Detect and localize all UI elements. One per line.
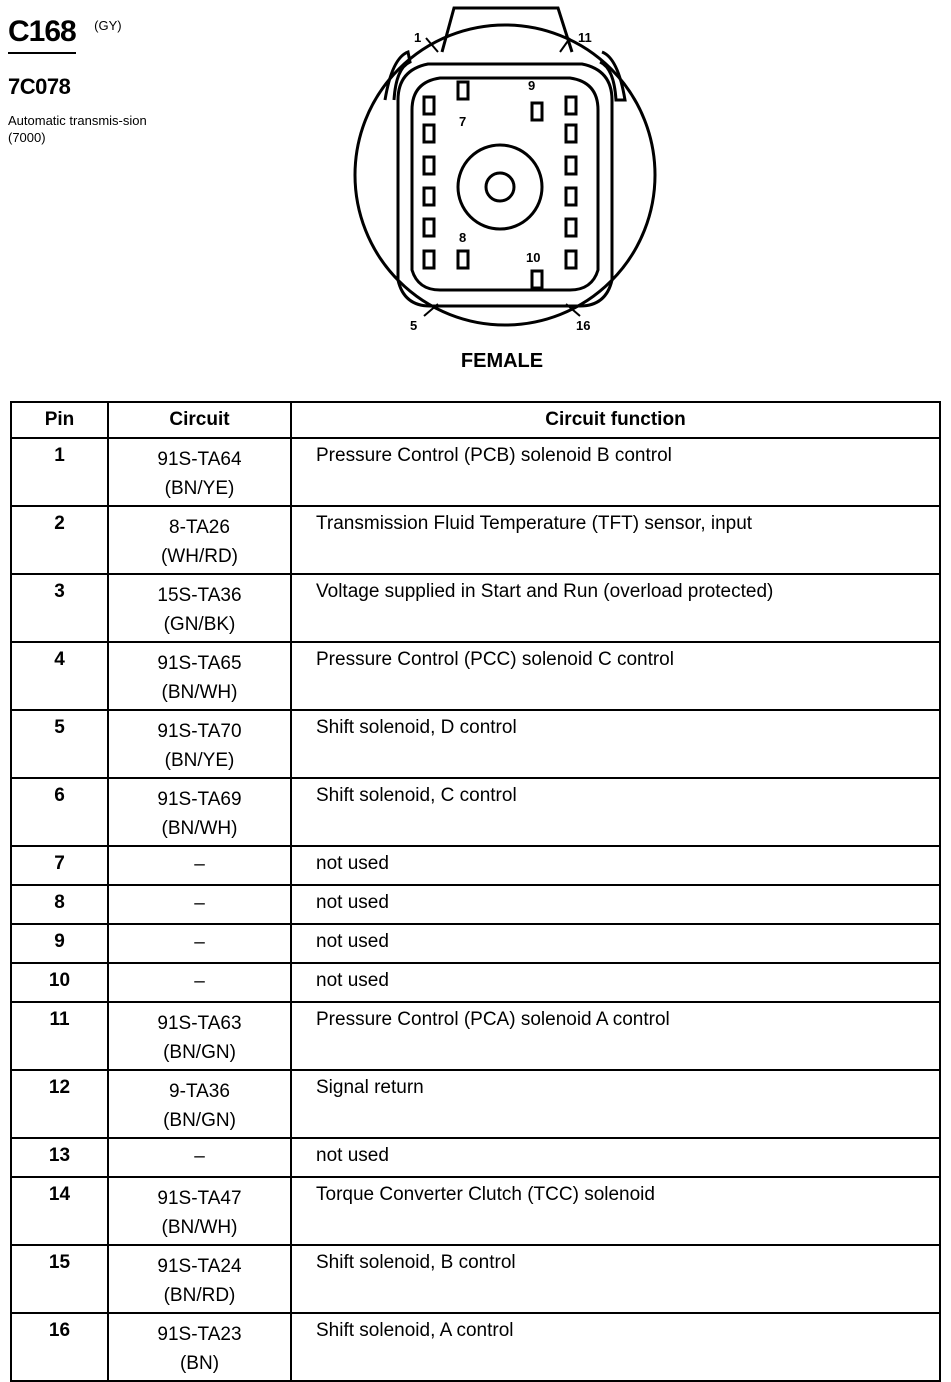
pin-number: 8 bbox=[11, 885, 108, 924]
pin-label-16: 16 bbox=[576, 318, 591, 333]
circuit-cell bbox=[108, 1313, 291, 1381]
header-pin: Pin bbox=[11, 402, 108, 438]
terminal-cavity-8 bbox=[458, 251, 468, 268]
circuit-id: 91S-TA24 bbox=[157, 1256, 242, 1277]
connector-header bbox=[8, 14, 208, 146]
terminal-cavity bbox=[424, 97, 434, 114]
table-row bbox=[11, 506, 940, 574]
pin-number: 1 bbox=[11, 438, 108, 506]
circuit-cell bbox=[108, 642, 291, 710]
part-number: 7C078 bbox=[8, 74, 71, 99]
circuit-id: 91S-TA23 bbox=[157, 1324, 242, 1345]
circuit-function: Shift solenoid, B control bbox=[291, 1245, 940, 1313]
wire-color: (BN/GN) bbox=[163, 1042, 236, 1063]
table-row bbox=[11, 924, 940, 963]
terminal-cavity bbox=[424, 125, 434, 142]
connector-gender-label: FEMALE bbox=[460, 350, 544, 372]
terminal-cavity bbox=[424, 219, 434, 236]
terminal-cavity bbox=[424, 157, 434, 174]
terminal-cavity-10 bbox=[532, 271, 542, 288]
terminal-cavity bbox=[424, 251, 434, 268]
circuit-id: 91S-TA47 bbox=[157, 1188, 242, 1209]
circuit-cell bbox=[108, 1070, 291, 1138]
wire-color: (BN/RD) bbox=[163, 1285, 236, 1306]
circuit-id: 91S-TA65 bbox=[157, 653, 242, 674]
circuit-function: Pressure Control (PCA) solenoid A control bbox=[291, 1002, 940, 1070]
circuit-id: 91S-TA69 bbox=[157, 789, 242, 810]
terminal-cavity bbox=[566, 188, 576, 205]
terminal-cavity-7 bbox=[458, 82, 468, 99]
pin-number: 5 bbox=[11, 710, 108, 778]
wire-color: (BN) bbox=[179, 1353, 220, 1374]
pin-label-9: 9 bbox=[528, 78, 536, 93]
wire-color: (BN/WH) bbox=[161, 1217, 238, 1238]
pin-number: 7 bbox=[11, 846, 108, 885]
pin-number: 4 bbox=[11, 642, 108, 710]
table-row bbox=[11, 1245, 940, 1313]
pin-label-10: 10 bbox=[526, 250, 541, 265]
wire-color: (BN/GN) bbox=[163, 1110, 236, 1131]
connector-center-hole bbox=[486, 173, 514, 201]
circuit-id: – bbox=[194, 893, 205, 914]
circuit-cell bbox=[108, 846, 291, 885]
pin-number: 13 bbox=[11, 1138, 108, 1177]
circuit-function: not used bbox=[291, 846, 940, 885]
pin-number: 16 bbox=[11, 1313, 108, 1381]
circuit-function: not used bbox=[291, 885, 940, 924]
connector-face-drawing bbox=[340, 0, 680, 340]
circuit-cell bbox=[108, 1002, 291, 1070]
terminal-cavity bbox=[566, 157, 576, 174]
pin-number: 14 bbox=[11, 1177, 108, 1245]
circuit-cell bbox=[108, 710, 291, 778]
circuit-id: – bbox=[194, 1146, 205, 1167]
circuit-id: – bbox=[194, 932, 205, 953]
circuit-id: – bbox=[194, 854, 205, 875]
pin-label-5: 5 bbox=[410, 318, 418, 333]
table-row bbox=[11, 1138, 940, 1177]
pin-number: 9 bbox=[11, 924, 108, 963]
table-row bbox=[11, 710, 940, 778]
circuit-function: Pressure Control (PCC) solenoid C control bbox=[291, 642, 940, 710]
wire-color: (GN/BK) bbox=[163, 614, 236, 635]
connector-id: C168 bbox=[8, 14, 76, 54]
circuit-id: 91S-TA70 bbox=[157, 721, 242, 742]
pin-table bbox=[10, 401, 941, 1382]
circuit-function: Shift solenoid, A control bbox=[291, 1313, 940, 1381]
circuit-function: Torque Converter Clutch (TCC) solenoid bbox=[291, 1177, 940, 1245]
table-row bbox=[11, 438, 940, 506]
table-row bbox=[11, 1177, 940, 1245]
pin-number: 3 bbox=[11, 574, 108, 642]
pin-number: 2 bbox=[11, 506, 108, 574]
circuit-function: Transmission Fluid Temperature (TFT) sensor, input bbox=[291, 506, 940, 574]
terminal-cavity-9 bbox=[532, 103, 542, 120]
terminal-cavity bbox=[566, 97, 576, 114]
circuit-cell bbox=[108, 885, 291, 924]
pin-label-1: 1 bbox=[414, 30, 422, 45]
circuit-cell bbox=[108, 506, 291, 574]
table-row bbox=[11, 885, 940, 924]
table-row bbox=[11, 1313, 940, 1381]
pin-number: 10 bbox=[11, 963, 108, 1002]
circuit-id: – bbox=[194, 971, 205, 992]
terminal-cavity bbox=[424, 188, 434, 205]
circuit-id: 91S-TA64 bbox=[157, 449, 242, 470]
circuit-cell bbox=[108, 1177, 291, 1245]
wire-color: (BN/YE) bbox=[164, 478, 235, 499]
table-header-row bbox=[11, 402, 940, 438]
circuit-cell bbox=[108, 963, 291, 1002]
connector-center-boss bbox=[458, 145, 542, 229]
header-circuit: Circuit bbox=[108, 402, 291, 438]
table-row bbox=[11, 574, 940, 642]
pin-label-7: 7 bbox=[459, 114, 467, 129]
connector-description: Automatic transmis-sion (7000) bbox=[8, 113, 147, 145]
table-row bbox=[11, 1002, 940, 1070]
connector-diagram bbox=[340, 0, 680, 340]
pin-number: 15 bbox=[11, 1245, 108, 1313]
table-row bbox=[11, 846, 940, 885]
header-circuit-function: Circuit function bbox=[291, 402, 940, 438]
pin-number: 11 bbox=[11, 1002, 108, 1070]
wire-color: (BN/WH) bbox=[161, 818, 238, 839]
connector-color-code: (GY) bbox=[94, 18, 122, 33]
table-row bbox=[11, 1070, 940, 1138]
circuit-id: 9-TA36 bbox=[169, 1081, 230, 1102]
circuit-function: not used bbox=[291, 1138, 940, 1177]
pin-label-8: 8 bbox=[459, 230, 467, 245]
table-row bbox=[11, 778, 940, 846]
wire-color: (BN/YE) bbox=[164, 750, 235, 771]
wire-color: (WH/RD) bbox=[160, 546, 239, 567]
terminal-cavity bbox=[566, 219, 576, 236]
pin-number: 12 bbox=[11, 1070, 108, 1138]
circuit-id: 91S-TA63 bbox=[157, 1013, 242, 1034]
circuit-function: Voltage supplied in Start and Run (overload protected) bbox=[291, 574, 940, 642]
circuit-function: not used bbox=[291, 924, 940, 963]
circuit-function: Shift solenoid, C control bbox=[291, 778, 940, 846]
circuit-cell bbox=[108, 438, 291, 506]
circuit-cell bbox=[108, 1138, 291, 1177]
circuit-cell bbox=[108, 1245, 291, 1313]
terminal-cavity bbox=[566, 251, 576, 268]
pin-label-11: 11 bbox=[578, 30, 592, 45]
circuit-id: 8-TA26 bbox=[169, 517, 230, 538]
circuit-cell bbox=[108, 778, 291, 846]
circuit-function: not used bbox=[291, 963, 940, 1002]
wire-color: (BN/WH) bbox=[161, 682, 238, 703]
table-row bbox=[11, 963, 940, 1002]
circuit-cell bbox=[108, 574, 291, 642]
circuit-function: Shift solenoid, D control bbox=[291, 710, 940, 778]
circuit-id: 15S-TA36 bbox=[157, 585, 242, 606]
terminal-cavity bbox=[566, 125, 576, 142]
circuit-cell bbox=[108, 924, 291, 963]
circuit-function: Signal return bbox=[291, 1070, 940, 1138]
table-row bbox=[11, 642, 940, 710]
circuit-function: Pressure Control (PCB) solenoid B control bbox=[291, 438, 940, 506]
pin-number: 6 bbox=[11, 778, 108, 846]
